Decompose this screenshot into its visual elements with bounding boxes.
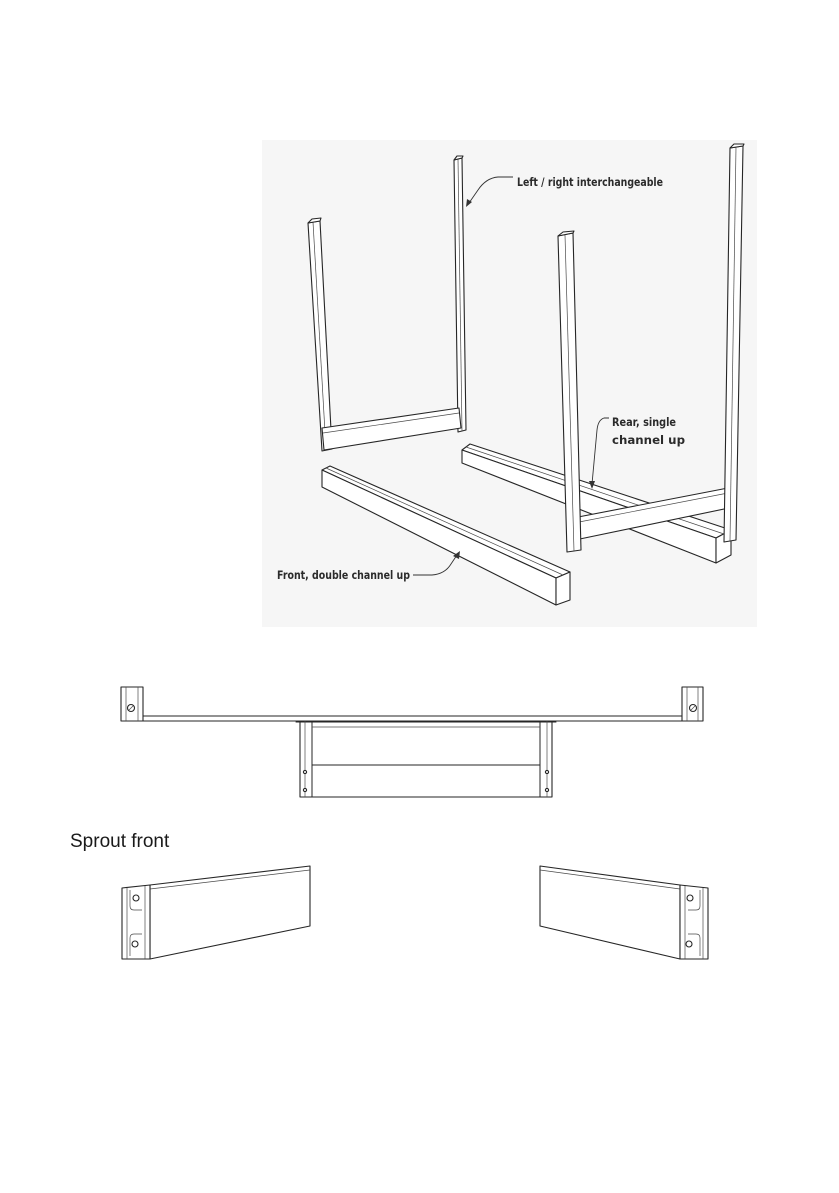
front-rail-end-face <box>556 572 570 605</box>
callout-rear-text-line2: channel up <box>612 433 685 447</box>
exploded-isometric-view <box>262 140 757 627</box>
elevation-lower-screw-icon <box>545 770 548 773</box>
sprout-right-long-face <box>540 866 680 959</box>
elevation-left-post <box>121 687 143 721</box>
sprout-left-long-face <box>150 866 310 959</box>
callout-front-text: Front, double channel up <box>277 568 410 582</box>
sprout-front-left-piece <box>122 866 310 959</box>
callout-rear-text-line1: Rear, single <box>612 415 677 429</box>
sprout-left-screw-icon <box>132 941 138 947</box>
front-elevation-view <box>121 687 703 797</box>
sprout-front-right-piece <box>540 866 708 959</box>
elevation-top-band <box>125 716 700 721</box>
elevation-lower-box <box>296 721 556 797</box>
elevation-lower-box-outline <box>300 721 552 797</box>
elevation-lower-screw-icon <box>303 770 306 773</box>
sprout-left-screw-icon <box>133 895 139 901</box>
sprout-right-screw-icon <box>687 895 693 901</box>
callout-left-right-text: Left / right interchangeable <box>517 175 664 189</box>
section-title: Sprout front <box>70 831 170 852</box>
sprout-right-screw-icon <box>686 941 692 947</box>
sprout-right-end-face <box>680 885 708 959</box>
elevation-lower-screw-icon <box>545 788 548 791</box>
elevation-lower-screw-icon <box>303 788 306 791</box>
elevation-right-post <box>682 687 703 721</box>
elevation-left-post-body <box>121 687 143 721</box>
